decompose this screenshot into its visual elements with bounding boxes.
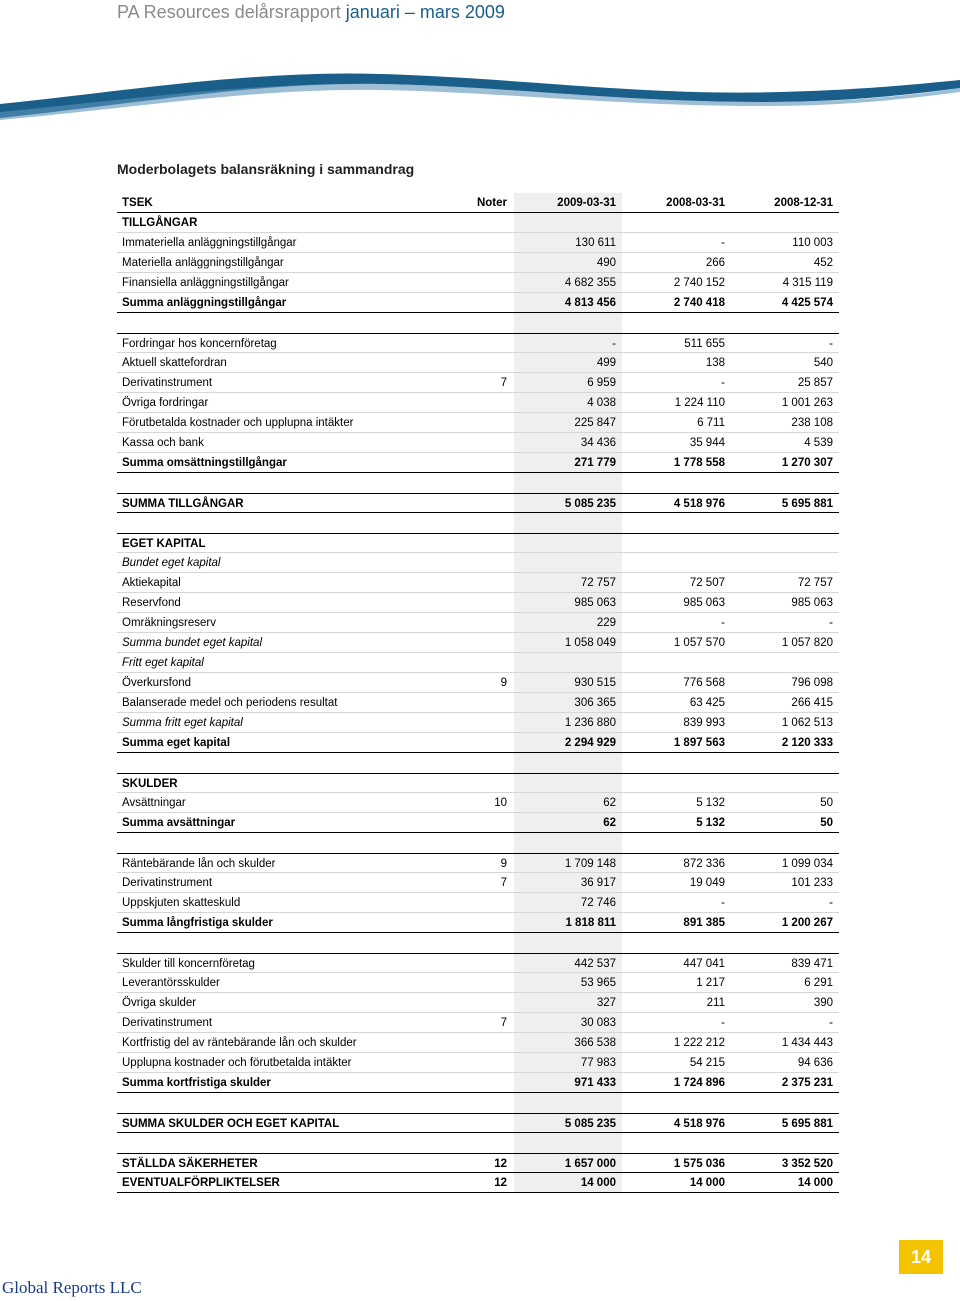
cell-label: Bundet eget kapital — [122, 557, 221, 569]
table-row — [117, 993, 839, 1013]
cell-v1: 4 038 — [587, 397, 616, 409]
cell-label: EVENTUALFÖRPLIKTELSER — [122, 1177, 280, 1189]
cell-v2: 63 425 — [689, 697, 725, 709]
table-row — [117, 673, 839, 693]
cell-v2: 1 724 896 — [673, 1077, 725, 1089]
cell-v2: 1 057 570 — [673, 637, 725, 649]
table-row — [117, 793, 839, 813]
cell-v3: 4 539 — [804, 437, 833, 449]
table-row — [117, 733, 839, 753]
cell-v2: 872 336 — [683, 858, 725, 870]
cell-note: 9 — [500, 858, 507, 870]
cell-label: Summa avsättningar — [122, 817, 236, 829]
cell-v3: 238 108 — [791, 417, 833, 429]
table-row — [117, 713, 839, 733]
table-row — [117, 333, 839, 353]
cell-v1: 62 — [603, 817, 616, 829]
cell-label: Summa långfristiga skulder — [122, 917, 273, 929]
table-row — [117, 1033, 839, 1053]
table-row — [117, 373, 839, 393]
table-row — [117, 593, 839, 613]
cell-v2: 1 222 212 — [673, 1037, 725, 1049]
cell-v1: 6 959 — [587, 377, 616, 389]
cell-v1: 62 — [603, 797, 616, 809]
section-title: Moderbolagets balansräkning i sammandrag — [117, 161, 415, 177]
cell-v1: 1 058 049 — [564, 637, 616, 649]
table-row — [117, 253, 839, 273]
cell-v3: - — [829, 1017, 833, 1029]
cell-v3: - — [829, 617, 833, 629]
cell-label: Skulder till koncernföretag — [122, 958, 255, 970]
cell-note: 12 — [494, 1158, 507, 1170]
cell-v1: 1 818 811 — [565, 917, 616, 929]
cell-v1: 4 682 355 — [564, 277, 616, 289]
cell-v2: 72 507 — [689, 577, 725, 589]
table-row — [117, 1013, 839, 1033]
table-row — [117, 393, 839, 413]
cell-v1: 130 611 — [575, 237, 616, 249]
cell-v3: 50 — [820, 817, 833, 829]
table-row — [117, 493, 839, 513]
cell-v3: 101 233 — [791, 877, 833, 889]
report-header-title — [117, 2, 505, 23]
spacer-row — [117, 1093, 839, 1113]
cell-label: Summa bundet eget kapital — [122, 637, 263, 649]
cell-v3: 5 695 881 — [781, 498, 833, 510]
cell-v3: 390 — [813, 997, 833, 1009]
table-row — [117, 353, 839, 373]
column-header-label: TSEK — [122, 197, 153, 209]
table-row — [117, 973, 839, 993]
cell-v3: - — [829, 338, 833, 350]
table-row — [117, 533, 839, 553]
cell-v2: 211 — [706, 997, 725, 1009]
cell-v3: 25 857 — [797, 377, 833, 389]
table-row — [117, 573, 839, 593]
cell-v2: 54 215 — [689, 1057, 725, 1069]
cell-note: 7 — [500, 877, 507, 889]
cell-v2: - — [721, 377, 725, 389]
table-row — [117, 553, 839, 573]
cell-v1: 327 — [596, 997, 616, 1009]
spacer-row — [117, 933, 839, 953]
cell-v3: 50 — [820, 797, 833, 809]
table-row — [117, 633, 839, 653]
cell-v1: 53 965 — [580, 977, 616, 989]
cell-v2: 1 217 — [696, 977, 725, 989]
cell-v2: - — [721, 1017, 725, 1029]
cell-label: TILLGÅNGAR — [122, 217, 198, 229]
table-header-row — [117, 193, 839, 213]
table-row — [117, 613, 839, 633]
cell-v3: 1 001 263 — [781, 397, 833, 409]
cell-v3: 94 636 — [797, 1057, 833, 1069]
table-row — [117, 413, 839, 433]
cell-v3: 72 757 — [797, 577, 833, 589]
cell-v1: 72 746 — [580, 897, 616, 909]
cell-v1: 77 983 — [580, 1057, 616, 1069]
cell-v3: 4 425 574 — [781, 297, 833, 309]
cell-label: Förutbetalda kostnader och upplupna intäkter — [122, 417, 354, 429]
cell-v2: 985 063 — [683, 597, 725, 609]
cell-v2: 2 740 418 — [673, 297, 725, 309]
cell-v2: - — [721, 617, 725, 629]
table-row — [117, 273, 839, 293]
cell-v1: 271 779 — [574, 457, 616, 469]
cell-label: STÄLLDA SÄKERHETER — [122, 1158, 258, 1170]
table-row — [117, 893, 839, 913]
table-row — [117, 1053, 839, 1073]
table-row — [117, 1113, 839, 1133]
cell-label: Överkursfond — [122, 677, 192, 689]
cell-label: Avsättningar — [122, 797, 186, 809]
spacer-row — [117, 1133, 839, 1153]
cell-v3: 1 200 267 — [781, 917, 833, 929]
table-row — [117, 1153, 839, 1173]
cell-label: Derivatinstrument — [122, 877, 213, 889]
cell-label: Derivatinstrument — [122, 1017, 213, 1029]
cell-v1: - — [612, 338, 616, 350]
cell-v1: 1 657 000 — [564, 1158, 616, 1170]
cell-v1: 2 294 929 — [564, 737, 616, 749]
cell-v1: 229 — [596, 617, 616, 629]
table-row — [117, 873, 839, 893]
cell-v2: 447 041 — [683, 958, 725, 970]
cell-note: 9 — [500, 677, 507, 689]
cell-label: Summa fritt eget kapital — [122, 717, 243, 729]
cell-label: Finansiella anläggningstillgångar — [122, 277, 289, 289]
cell-v3: 839 471 — [791, 958, 833, 970]
cell-v3: 1 434 443 — [781, 1037, 833, 1049]
cell-v1: 1 709 148 — [564, 858, 616, 870]
cell-label: Fordringar hos koncernföretag — [122, 338, 277, 350]
cell-v2: 14 000 — [689, 1177, 725, 1189]
cell-v1: 34 436 — [580, 437, 616, 449]
cell-v1: 930 515 — [574, 677, 616, 689]
cell-label: Summa omsättningstillgångar — [122, 457, 287, 469]
cell-v1: 442 537 — [574, 958, 616, 970]
table-row — [117, 453, 839, 473]
cell-label: Aktiekapital — [122, 577, 181, 589]
cell-v2: 5 132 — [696, 797, 725, 809]
table-row — [117, 1173, 839, 1193]
table-row — [117, 773, 839, 793]
table-row — [117, 213, 839, 233]
cell-v1: 72 757 — [580, 577, 616, 589]
cell-note: 12 — [494, 1177, 507, 1189]
cell-v1: 306 365 — [574, 697, 616, 709]
cell-label: Reservfond — [122, 597, 181, 609]
table-row — [117, 953, 839, 973]
cell-v1: 499 — [596, 357, 616, 369]
cell-v2: 266 — [705, 257, 725, 269]
cell-label: Summa kortfristiga skulder — [122, 1077, 271, 1089]
cell-v3: 4 315 119 — [782, 277, 833, 289]
cell-v1: 985 063 — [574, 597, 616, 609]
footer-brand: Global Reports LLC — [2, 1278, 142, 1297]
table-row — [117, 293, 839, 313]
cell-label: Kortfristig del av räntebärande lån och skulder — [122, 1037, 357, 1049]
cell-label: Uppskjuten skatteskuld — [122, 897, 241, 909]
table-row — [117, 233, 839, 253]
cell-v1: 490 — [596, 257, 616, 269]
column-header-2008-03-31: 2008-03-31 — [666, 197, 725, 209]
spacer-row — [117, 833, 839, 853]
cell-v2: 4 518 976 — [673, 1118, 725, 1130]
cell-v3: 1 062 513 — [781, 717, 833, 729]
cell-v3: 796 098 — [791, 677, 833, 689]
cell-label: SUMMA TILLGÅNGAR — [122, 498, 244, 510]
cell-v1: 366 538 — [574, 1037, 616, 1049]
header-title-period: januari – mars 2009 — [345, 2, 505, 22]
cell-v3: 110 003 — [792, 237, 833, 249]
cell-label: Derivatinstrument — [122, 377, 213, 389]
cell-v2: - — [721, 237, 725, 249]
cell-v3: 452 — [813, 257, 833, 269]
cell-label: Summa eget kapital — [122, 737, 231, 749]
spacer-row — [117, 473, 839, 493]
cell-v2: 1 897 563 — [673, 737, 725, 749]
cell-label: Räntebärande lån och skulder — [122, 858, 276, 870]
table-row — [117, 853, 839, 873]
cell-label: Övriga skulder — [122, 997, 197, 1009]
spacer-row — [117, 513, 839, 533]
cell-v1: 5 085 235 — [564, 498, 616, 510]
cell-v2: 6 711 — [697, 417, 725, 429]
cell-label: SUMMA SKULDER OCH EGET KAPITAL — [122, 1118, 340, 1130]
cell-v3: 2 375 231 — [781, 1077, 833, 1089]
cell-v2: 776 568 — [683, 677, 725, 689]
cell-note: 7 — [500, 377, 507, 389]
cell-v2: 839 993 — [683, 717, 725, 729]
cell-v3: 1 270 307 — [781, 457, 833, 469]
header-wave-decoration — [0, 62, 960, 120]
cell-v3: 5 695 881 — [781, 1118, 833, 1130]
cell-v2: 5 132 — [696, 817, 725, 829]
cell-v2: 4 518 976 — [673, 498, 725, 510]
column-header-2009-03-31: 2009-03-31 — [557, 197, 616, 209]
cell-v1: 14 000 — [580, 1177, 616, 1189]
cell-v3: - — [829, 897, 833, 909]
cell-v2: 138 — [705, 357, 725, 369]
cell-v3: 266 415 — [791, 697, 833, 709]
table-row — [117, 653, 839, 673]
cell-v3: 14 000 — [797, 1177, 833, 1189]
cell-v1: 4 813 456 — [564, 297, 616, 309]
cell-v2: 1 778 558 — [673, 457, 725, 469]
cell-v2: 35 944 — [689, 437, 725, 449]
table-row — [117, 1073, 839, 1093]
table-row — [117, 693, 839, 713]
cell-v3: 2 120 333 — [781, 737, 833, 749]
cell-v3: 3 352 520 — [781, 1158, 833, 1170]
cell-note: 10 — [494, 797, 507, 809]
cell-label: Övriga fordringar — [122, 397, 209, 409]
cell-v1: 1 236 880 — [564, 717, 616, 729]
cell-label: Materiella anläggningstillgångar — [122, 257, 284, 269]
cell-note: 7 — [500, 1017, 507, 1029]
cell-v2: 1 575 036 — [673, 1158, 725, 1170]
spacer-row — [117, 753, 839, 773]
cell-label: Aktuell skattefordran — [122, 357, 227, 369]
table-row — [117, 433, 839, 453]
cell-v3: 985 063 — [791, 597, 833, 609]
cell-v2: - — [721, 897, 725, 909]
column-header-note: Noter — [476, 197, 507, 209]
cell-v2: 891 385 — [683, 917, 725, 929]
balance-sheet-table — [117, 193, 839, 1193]
table-row — [117, 913, 839, 933]
cell-v1: 225 847 — [574, 417, 616, 429]
header-title-main: PA Resources delårsrapport — [117, 2, 341, 22]
cell-v1: 30 083 — [580, 1017, 616, 1029]
spacer-row — [117, 313, 839, 333]
cell-v3: 6 291 — [804, 977, 833, 989]
cell-v3: 540 — [813, 357, 833, 369]
cell-v2: 1 224 110 — [674, 397, 725, 409]
cell-v1: 971 433 — [574, 1077, 616, 1089]
page-number-badge: 14 — [899, 1240, 943, 1274]
cell-label: Balanserade medel och periodens resultat — [122, 697, 338, 709]
table-row — [117, 813, 839, 833]
table-body — [117, 213, 839, 1193]
cell-label: Leverantörsskulder — [122, 977, 220, 989]
cell-label: Fritt eget kapital — [122, 657, 204, 669]
cell-v1: 5 085 235 — [564, 1118, 616, 1130]
cell-v2: 511 655 — [684, 338, 725, 350]
cell-label: EGET KAPITAL — [122, 538, 206, 550]
cell-label: Omräkningsreserv — [122, 617, 216, 629]
cell-v2: 2 740 152 — [673, 277, 725, 289]
cell-v3: 1 057 820 — [781, 637, 833, 649]
cell-label: Immateriella anläggningstillgångar — [122, 237, 297, 249]
cell-label: Upplupna kostnader och förutbetalda intäkter — [122, 1057, 352, 1069]
cell-v3: 1 099 034 — [781, 858, 833, 870]
cell-label: Summa anläggningstillgångar — [122, 297, 287, 309]
cell-v2: 19 049 — [689, 877, 725, 889]
column-header-2008-12-31: 2008-12-31 — [774, 197, 833, 209]
cell-v1: 36 917 — [580, 877, 616, 889]
cell-label: Kassa och bank — [122, 437, 204, 449]
cell-label: SKULDER — [122, 778, 178, 790]
